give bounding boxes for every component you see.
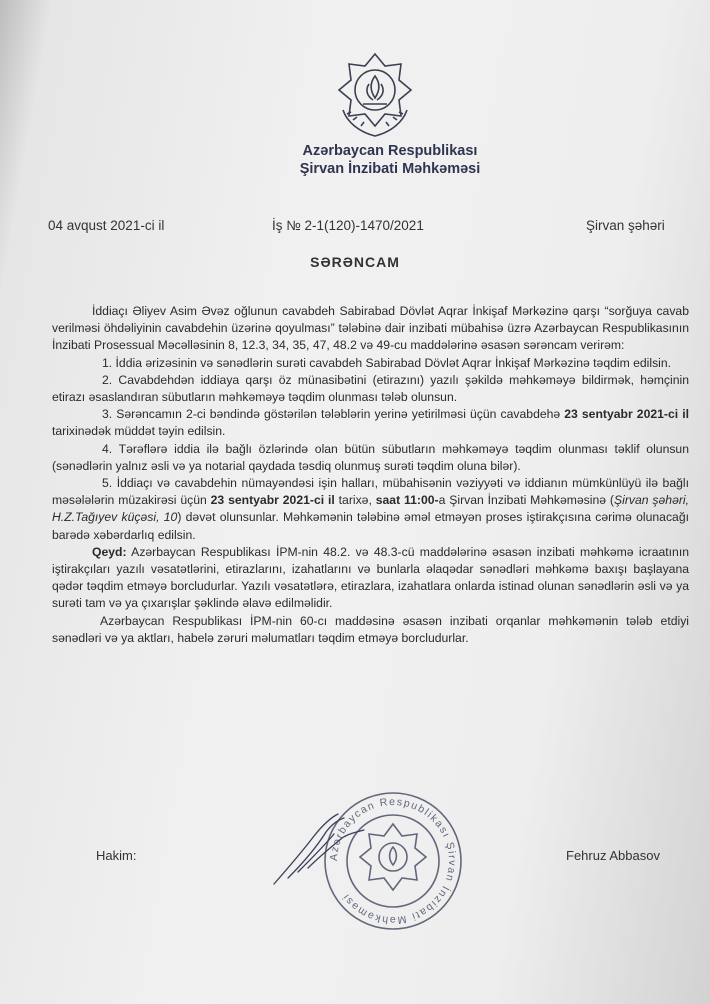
item-1: 1. İddia ərizəsinin və sənədlərin surəti cavabdeh Sabirabad Dövlət Aqrar İnkişaf Mərkəzinə təqdim edilsin.: [102, 355, 672, 370]
note-paragraph: [52, 544, 689, 613]
item-3-deadline: 23 sentyabr 2021-ci il: [564, 407, 689, 422]
item-4: 4. Tərəflərə iddia ilə bağlı özlərində olan bütün sübutların məhkəməyə təqdim olunması təklif olunsun (sənədlərin yalnız əsli və ya notarial qaydada təsdiq olunmuş surəti təqdim oluna bilər).: [52, 441, 689, 473]
judge-name: Fehruz Abbasov: [566, 848, 660, 863]
item-5-address: Şirvan şəhəri, H.Z.Tağıyev küçəsi, 10: [52, 493, 689, 525]
item-3: [52, 406, 689, 440]
seal-text: Azərbaycan Respublikası Şirvan İnzibati Məhkəməsi: [327, 795, 459, 927]
item-3-text: 3. Sərəncamın 2-ci bəndində göstərilən tələblərin yerinə yetirilməsi üçün cavabdehə: [102, 407, 565, 422]
item-5-text-mid: tarixə,: [334, 493, 376, 508]
judge-signature: [268, 808, 388, 888]
court-name: Şirvan İnzibati Məhkəməsi: [299, 161, 481, 177]
case-number: İş № 2-1(120)-1470/2021: [272, 218, 424, 233]
item-5-text: 5. İddiaçı və cavabdehin nümayəndəsi işin halları, mübahisənin vəziyyəti və iddianın mümkünlüyü ilə bağlı məsələlərin müzakirəsi üçün: [52, 476, 689, 508]
item-5-text-end: ) dəvət olunsunlar. Məhkəmənin tələbinə əməl etməyən proses iştirakçısına cərimə olunacağı barədə xəbərdarlıq edilsin.: [52, 510, 689, 542]
item-3-text-end: tarixinədək müddət təyin edilsin.: [52, 424, 226, 439]
item-5: [52, 475, 689, 544]
document-body: [52, 303, 689, 647]
note-text: Azərbaycan Respublikası İPM-nin 48.2. və 48.3-cü maddələrinə əsasən inzibati məhkəmə icraatının iştirakçıları yazılı vəsatətlərini, etirazlarını, izahatlarını və bunlarla əlaqədar sənədləri məhkəmə baxışı başlayana qədər təqdim etməyə borcludurlar. Yazılı vəsatətlərə, etirazlara, izahatlara onlarda istinad olunan sənədlərin əsli və ya surəti tam və ya çıxarışlar şəklində əlavə edilməlidir.: [52, 544, 689, 611]
court-header: [230, 142, 550, 178]
note-label: Qeyd:: [92, 544, 127, 559]
judge-label: Hakim:: [96, 848, 137, 863]
city-name: Şirvan şəhəri: [586, 218, 665, 233]
state-emblem-icon: [333, 50, 417, 142]
final-paragraph: Azərbaycan Respublikası İPM-nin 60-cı maddəsinə əsasən inzibati orqanlar məhkəmənin tələb etdiyi sənədləri və ya aktları, habelə zəruri məlumatları təqdim etməyə borcludurlar.: [52, 613, 689, 645]
item-5-date: 23 sentyabr 2021-ci il: [210, 493, 335, 508]
item-5-time: saat 11:00-: [375, 493, 439, 508]
document-title: SƏRƏNCAM: [310, 254, 400, 270]
document-date: 04 avqust 2021-ci il: [48, 218, 165, 233]
item-2: 2. Cavabdehdən iddiaya qarşı öz münasibətini (etirazını) yazılı şəkildə məhkəməyə bildirmək, həmçinin etirazı əsaslandıran sübutların məhkəməyə təqdim olunması tələb olunsun.: [52, 372, 689, 405]
intro-paragraph: İddiaçı Əliyev Asim Əvəz oğlunun cavabdeh Sabirabad Dövlət Aqrar İnkişaf Mərkəzinə qarşı “sorğuya cavab verilməsi öhdəliyinin cavabdehin üzərinə qoyulması” tələbinə dair inzibati mübahisə üzrə Azərbaycan Respublikasının İnzibati Prosessual Məcəlləsinin 8, 12.3, 34, 35, 47, 48.2 və 49-cu maddələrinə əsasən sərəncam verirəm:: [52, 304, 689, 353]
republic-name: Azərbaycan Respublikası: [302, 143, 478, 159]
item-5-text-mid2: a Şirvan İnzibati Məhkəməsinə (: [438, 493, 614, 508]
